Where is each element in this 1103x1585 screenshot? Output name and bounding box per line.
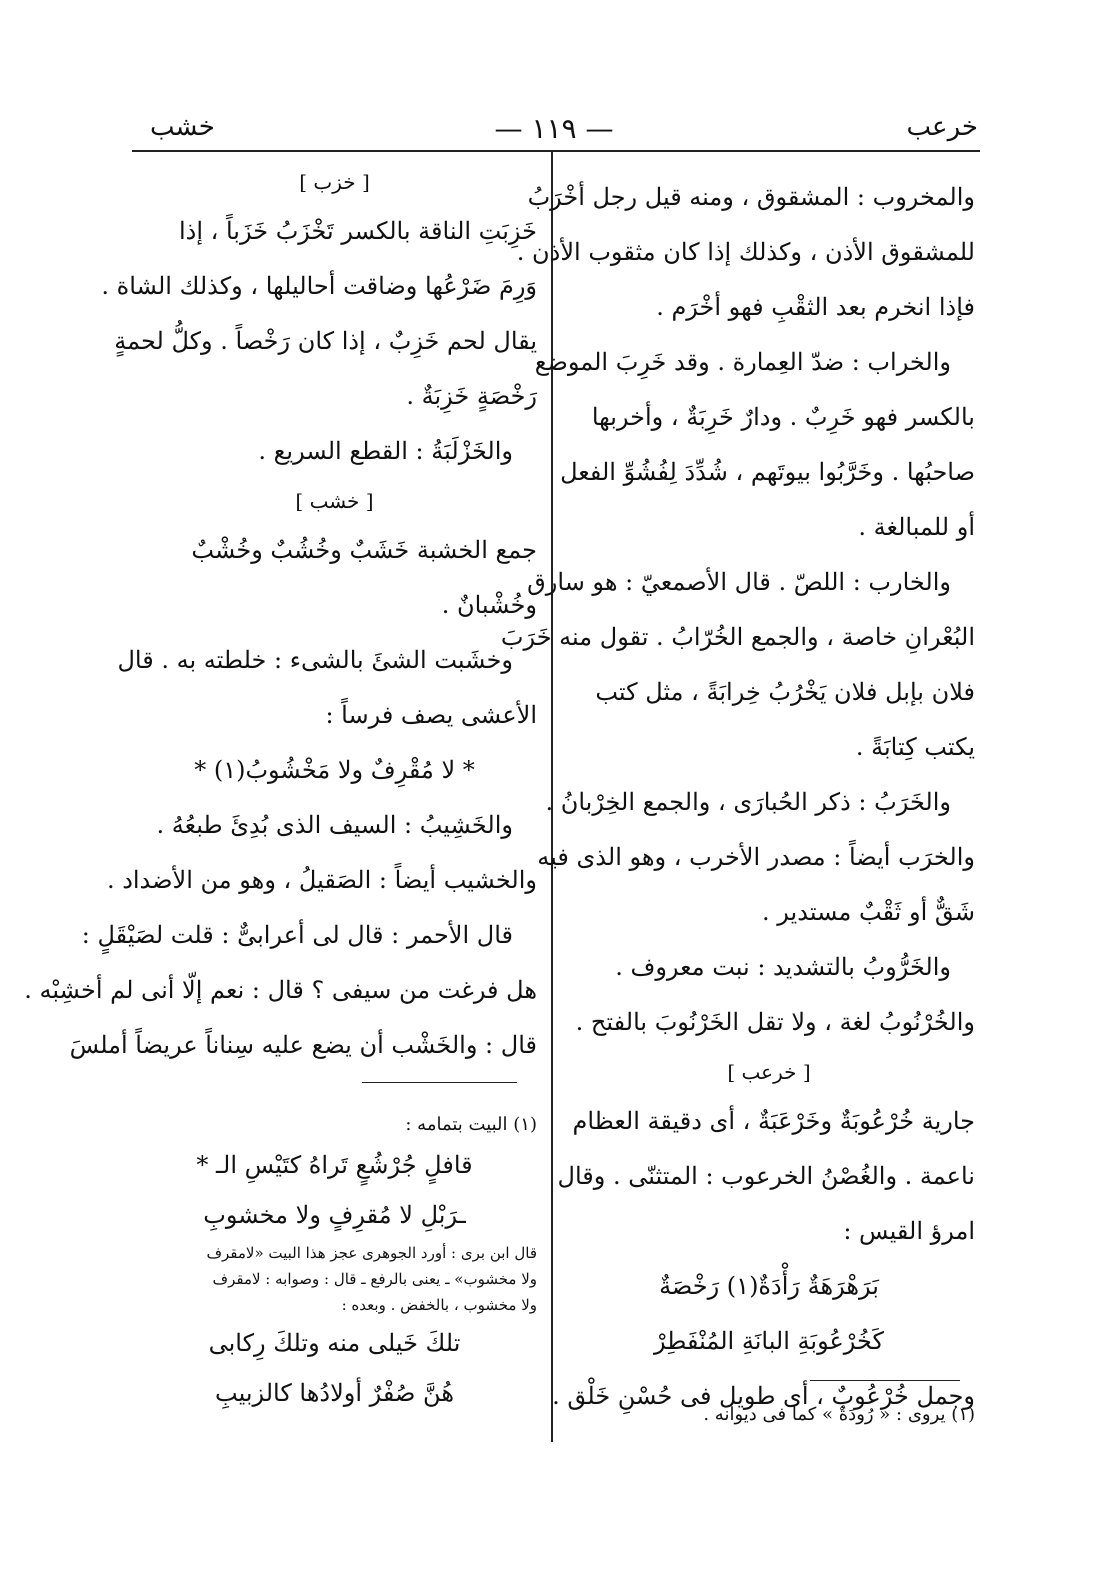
- text-line: الأعشى يصف فرساً :: [325, 701, 537, 729]
- footnote-rule: [810, 1380, 960, 1381]
- verse-line: كَخُرْعُوبَةِ البانَةِ المُنْفَطِرْ: [654, 1327, 884, 1355]
- text-line: امرؤ القيس :: [843, 1217, 975, 1245]
- text-line: والخَرَبُ : ذكر الحُبارَى ، والجمع الخِرْبانُ .: [545, 788, 951, 816]
- text-line: والخَرُّوبُ بالتشديد : نبت معروف .: [615, 953, 951, 981]
- footnote-text: (١) يروى : « رُودَةٌ » كما فى ديوانه .: [703, 1404, 975, 1425]
- footnote-verse: ـرَبْلِ لا مُقرِفٍ ولا مخشوبِ: [203, 1201, 466, 1229]
- text-line: خَزِبَتِ الناقة بالكسر تَخْزَبُ خَزَباً ، إذا: [178, 217, 537, 245]
- footnote-rule: [362, 1082, 517, 1083]
- text-line: والخرَب أيضاً : مصدر الأخرب ، وهو الذى فيه: [537, 843, 975, 871]
- text-line: بالكسر فهو خَرِبٌ . ودارٌ خَرِبَةٌ ، وأخربها: [591, 403, 975, 431]
- page-number: — ١١٩ —: [494, 112, 614, 145]
- page-header: [130, 112, 978, 152]
- header-entry-right: خرعب: [906, 112, 978, 142]
- entry-heading: [ خشب ]: [295, 489, 374, 513]
- text-line: وخُشْبانٌ .: [441, 591, 537, 619]
- verse-line: بَرَهْرَهَةٌ رَأْدَةٌ(١) رَخْصَةٌ: [659, 1272, 879, 1300]
- footnote-text: (١) البيت بتمامه :: [405, 1114, 537, 1135]
- text-line: فلان بإبل فلان يَخْرُبُ خِرابَةً ، مثل كتب: [595, 678, 975, 706]
- entry-heading: [ خزب ]: [299, 170, 370, 194]
- left-column: [24, 160, 537, 1073]
- text-line: والخراب : ضدّ العِمارة . وقد خَرِبَ الموضع: [534, 348, 951, 376]
- footnotes-right: [563, 1400, 975, 1430]
- text-line: والخُرْنُوبُ لغة ، ولا تقل الخَرْنُوبَ بالفتح .: [575, 1008, 975, 1036]
- header-rule: [132, 150, 980, 152]
- text-line: قال : والخَشْب أن يضع عليه سِناناً عريضاً أملسَ: [69, 1031, 537, 1059]
- text-line: وجمل خُرْعُوبٌ ، أى طويل فى حُسْنِ خَلْق .: [552, 1382, 975, 1410]
- right-column: [500, 170, 975, 1424]
- text-line: يقال لحم خَزِبٌ ، إذا كان رَخْصاً . وكلُّ لحمةٍ: [114, 327, 537, 355]
- footnote-text: قال ابن برى : أورد الجوهرى عجز هذا البيت «لامقرف: [206, 1244, 537, 1262]
- footnotes-left: [132, 1110, 537, 1418]
- text-line: جمع الخشبة خَشَبٌ وخُشُبٌ وخُشْبٌ: [191, 536, 537, 564]
- header-entry-left: خشب: [150, 112, 215, 142]
- text-line: وَرِمَ ضَرْعُها وضاقت أحاليلها ، وكذلك الشاة .: [101, 272, 537, 300]
- text-line: رَخْصَةٍ خَزِبَةٌ .: [406, 382, 537, 410]
- text-line: والخَزْلَبَةُ : القطع السريع .: [258, 437, 513, 465]
- text-line: للمشقوق الأذن ، وكذلك إذا كان مثقوب الأذن .: [516, 238, 975, 266]
- text-line: يكتب كِتابَةً .: [855, 733, 975, 761]
- entry-heading: [ خرعب ]: [727, 1060, 811, 1084]
- text-line: والخشيب أيضاً : الصَقيلُ ، وهو من الأضداد .: [106, 866, 537, 894]
- verse-line: * لا مُقْرِفٌ ولا مَخْشُوبُ(١) *: [194, 756, 475, 784]
- text-line: قال الأحمر : قال لى أعرابىٌّ : قلت لصَيْقَلٍ :: [81, 921, 513, 949]
- text-line: والخارب : اللصّ . قال الأصمعيّ : هو سارق: [527, 568, 951, 596]
- footnote-verse: هُنَّ صُفْرٌ أولادُها كالزبيبِ: [215, 1379, 454, 1407]
- footnote-text: ولا مخشوب ، بالخفض . وبعده :: [341, 1296, 537, 1314]
- footnote-verse: تلكَ خَيلى منه وتلكَ رِكابى: [208, 1329, 461, 1357]
- footnote-verse: قافلٍ جُرْشُعٍ تَراهُ كتَيْسِ الـ *: [196, 1151, 473, 1179]
- text-line: البُعْرانِ خاصة ، والجمع الخُرّابُ . تقول منه خَرَبَ: [500, 623, 975, 651]
- text-line: فإذا انخرم بعد الثقْبِ فهو أخْرَم .: [656, 293, 975, 321]
- text-line: صاحبُها . وخَرَّبُوا بيوتَهم ، شُدِّدَ لِفُشُوِّ الفعل: [560, 458, 975, 486]
- text-line: والخَشِيبُ : السيف الذى بُدِئَ طبعُهُ .: [156, 811, 513, 839]
- text-line: ناعمة . والغُصْنُ الخرعوب : المتثنّى . وقال: [557, 1162, 975, 1190]
- text-line: أو للمبالغة .: [858, 513, 975, 541]
- footnote-text: ولا مخشوب» ـ يعنى بالرفع ـ قال : وصوابه : لامقرف: [212, 1270, 537, 1288]
- text-line: هل فرغت من سيفى ؟ قال : نعم إلّا أنى لم أخشِبْه .: [24, 976, 537, 1004]
- text-line: شَقٌّ أو ثَقْبٌ مستدير .: [762, 898, 975, 926]
- text-line: وخشَبت الشئَ بالشىء : خلطته به . قال: [117, 646, 513, 674]
- text-line: جارية خُرْعُوبَةٌ وخَرْعَبَةٌ ، أى دقيقة العظام: [572, 1107, 975, 1135]
- text-line: والمخروب : المشقوق ، ومنه قيل رجل أخْرَبُ: [527, 183, 975, 211]
